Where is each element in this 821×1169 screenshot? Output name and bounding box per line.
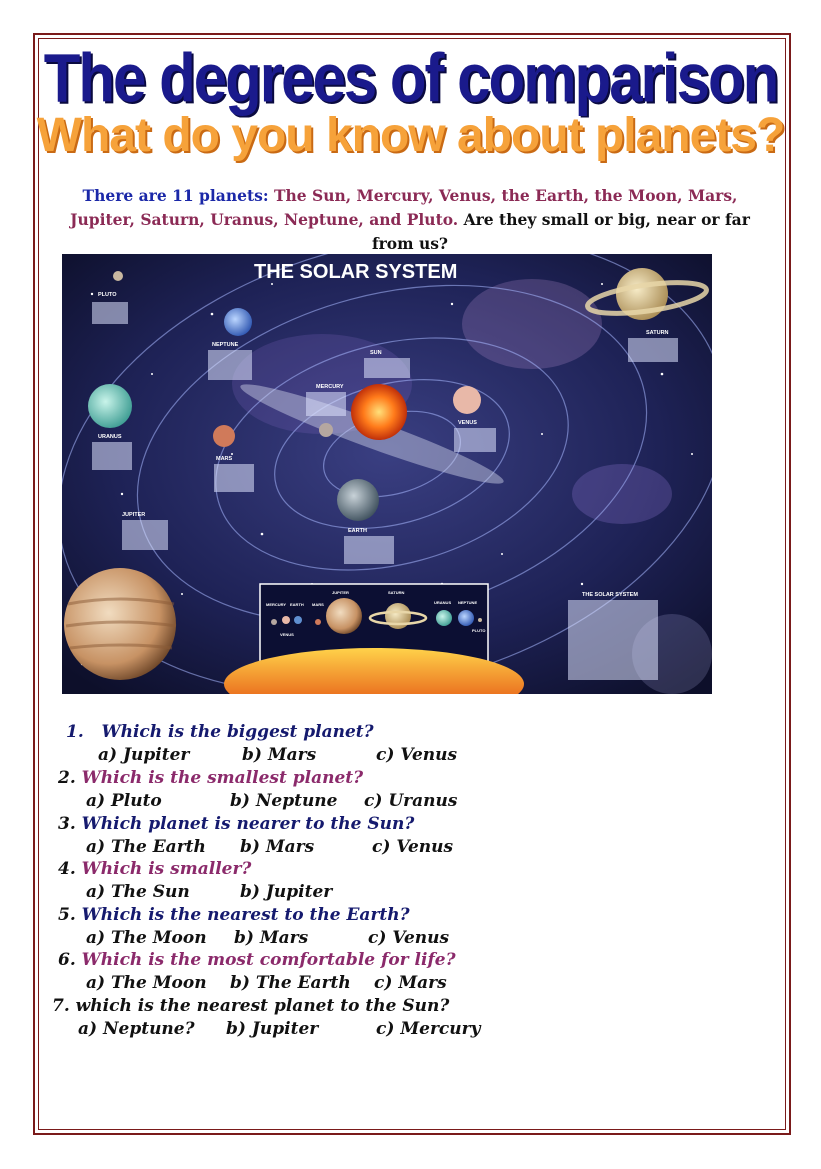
inset-label-earth: EARTH: [290, 602, 304, 607]
intro-question: Are they small or big, near or far from us?: [371, 210, 750, 253]
inset-label-venus: VENUS: [280, 632, 294, 637]
poster-label-pluto: PLUTO: [98, 292, 117, 298]
poster-label-jupiter: JUPITER: [122, 512, 146, 518]
question-2: 2. Which is the smallest planet?: [58, 768, 364, 788]
inset-label-pluto: PLUTO: [472, 628, 486, 633]
poster-label-saturn: SATURN: [646, 330, 669, 336]
page-subtitle: What do you know about planets?: [36, 109, 785, 162]
mars-planet: [213, 425, 235, 447]
q7-option-c: c) Mercury: [376, 1019, 481, 1039]
q5-option-c: c) Venus: [368, 928, 450, 948]
q5-option-a: a) The Moon: [86, 928, 207, 948]
neptune-planet: [224, 308, 252, 336]
q3-option-b: b) Mars: [240, 837, 315, 857]
q2-option-b: b) Neptune: [230, 791, 338, 811]
poster-heading: THE SOLAR SYSTEM: [254, 261, 458, 283]
inset-label-saturn: SATURN: [388, 590, 405, 595]
poster-label-mars: MARS: [216, 456, 233, 462]
question-7: 7. which is the nearest planet to the Sun?: [52, 996, 450, 1016]
q6-option-c: c) Mars: [374, 973, 447, 993]
q7-option-a: a) Neptune?: [78, 1019, 195, 1039]
inset-label-mars: MARS: [312, 602, 324, 607]
q2-option-c: c) Uranus: [364, 791, 458, 811]
page-title: The degrees of comparison: [43, 39, 778, 117]
poster-label-solar-system: THE SOLAR SYSTEM: [582, 592, 638, 598]
q2-option-a: a) Pluto: [86, 791, 162, 811]
uranus-planet: [88, 384, 132, 428]
q4-option-b: b) Jupiter: [240, 882, 333, 902]
question-5: 5. Which is the nearest to the Earth?: [58, 905, 410, 925]
poster-label-venus: VENUS: [458, 420, 477, 426]
inset-label-uranus: URANUS: [434, 600, 452, 605]
intro-lead: There are 11 planets:: [82, 186, 269, 205]
q3-option-a: a) The Earth: [86, 837, 206, 857]
intro-planet-list: The Sun, Mercury, Venus, the Earth, the Moon, Mars, Jupiter, Saturn, Uranus, Neptune, and Pluto.: [70, 186, 738, 229]
pluto-planet: [113, 271, 123, 281]
inset-label-neptune: NEPTUNE: [458, 600, 478, 605]
sun: [351, 384, 407, 440]
inset-label-jupiter: JUPITER: [332, 590, 349, 595]
solar-system-poster: [62, 254, 712, 694]
poster-label-earth: EARTH: [348, 528, 367, 534]
q1-option-c: c) Venus: [376, 745, 458, 765]
venus-planet: [453, 386, 481, 414]
earth-planet: [337, 479, 379, 521]
intro-paragraph: [60, 184, 760, 256]
mercury-planet: [319, 423, 333, 437]
q1-option-a: a) Jupiter: [98, 745, 190, 765]
question-4: 4. Which is smaller?: [58, 859, 252, 879]
poster-label-uranus: URANUS: [98, 434, 122, 440]
q5-option-b: b) Mars: [234, 928, 309, 948]
poster-label-mercury: MERCURY: [316, 384, 344, 390]
q6-option-a: a) The Moon: [86, 973, 207, 993]
q3-option-c: c) Venus: [372, 837, 454, 857]
inset-label-mercury: MERCURY: [266, 602, 287, 607]
poster-label-sun: SUN: [370, 350, 382, 356]
q7-option-b: b) Jupiter: [226, 1019, 319, 1039]
question-1: 1. Which is the biggest planet?: [66, 722, 374, 742]
question-3: 3. Which planet is nearer to the Sun?: [58, 814, 415, 834]
q6-option-b: b) The Earth: [230, 973, 351, 993]
q4-option-a: a) The Sun: [86, 882, 190, 902]
question-6: 6. Which is the most comfortable for life?: [58, 950, 456, 970]
solar-system-illustration: [62, 254, 712, 694]
q1-option-b: b) Mars: [242, 745, 317, 765]
poster-label-neptune: NEPTUNE: [212, 342, 239, 348]
